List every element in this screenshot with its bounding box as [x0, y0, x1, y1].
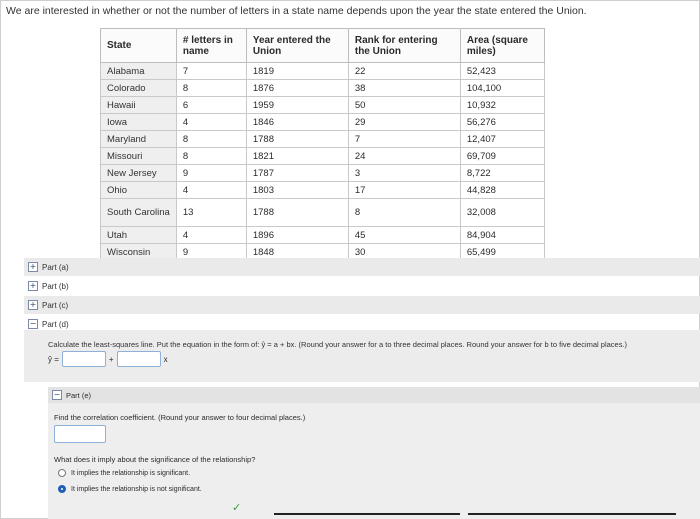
significance-question: What does it imply about the significance of the relationship? [54, 455, 256, 464]
cell-rank: 38 [348, 80, 460, 97]
radio-button[interactable] [58, 485, 66, 493]
cell-state: Alabama [101, 63, 177, 80]
x-variable: x [163, 354, 168, 364]
cell-state: Wisconsin [101, 244, 177, 261]
cell-state: Colorado [101, 80, 177, 97]
cell-year: 1876 [246, 80, 348, 97]
cell-letters: 4 [176, 114, 246, 131]
part-b-header[interactable] [24, 277, 700, 295]
cell-state: Ohio [101, 182, 177, 199]
collapse-icon[interactable]: − [53, 390, 61, 399]
cell-year: 1848 [246, 244, 348, 261]
cell-state: Missouri [101, 148, 177, 165]
cell-letters: 6 [176, 97, 246, 114]
cell-letters: 9 [176, 165, 246, 182]
table-header-row [101, 29, 545, 63]
cell-area: 65,499 [460, 244, 544, 261]
yhat-label: ŷ = [48, 354, 59, 364]
intercept-a-input[interactable] [62, 351, 106, 367]
cell-state: Utah [101, 227, 177, 244]
cell-year: 1896 [246, 227, 348, 244]
table-row [101, 114, 545, 131]
cell-area: 10,932 [460, 97, 544, 114]
cell-state: New Jersey [101, 165, 177, 182]
expand-icon[interactable]: + [29, 300, 37, 309]
table-row [101, 165, 545, 182]
cell-area: 8,722 [460, 165, 544, 182]
cell-state: Iowa [101, 114, 177, 131]
option-label: It implies the relationship is not significant. [71, 485, 202, 493]
collapse-icon[interactable]: − [29, 319, 37, 328]
header-letters: # letters in name [176, 29, 246, 63]
cell-state: Hawaii [101, 97, 177, 114]
cell-letters: 9 [176, 244, 246, 261]
header-year: Year entered the Union [246, 29, 348, 63]
state-data-table [100, 28, 545, 261]
cell-letters: 8 [176, 131, 246, 148]
cell-letters: 4 [176, 182, 246, 199]
part-d-body [24, 330, 700, 382]
option-not-significant[interactable] [58, 485, 202, 493]
table-row [101, 227, 545, 244]
parts-list [24, 258, 700, 334]
cell-year: 1803 [246, 182, 348, 199]
cell-area: 84,904 [460, 227, 544, 244]
correlation-prompt: Find the correlation coefficient. (Round your answer to four decimal places.) [54, 413, 306, 422]
part-e-label: Part (e) [66, 390, 92, 400]
cell-rank: 8 [348, 199, 460, 227]
cell-area: 69,709 [460, 148, 544, 165]
part-b-label: Part (b) [42, 281, 69, 291]
table-row [101, 199, 545, 227]
part-e-header[interactable] [48, 387, 700, 403]
data-table-container [100, 28, 545, 261]
plus-sign: + [108, 354, 114, 364]
part-a-header[interactable] [24, 258, 700, 276]
expand-icon[interactable]: + [29, 262, 37, 271]
cell-year: 1788 [246, 131, 348, 148]
cell-area: 32,008 [460, 199, 544, 227]
table-row [101, 63, 545, 80]
cell-rank: 50 [348, 97, 460, 114]
part-c-header[interactable] [24, 296, 700, 314]
cell-rank: 3 [348, 165, 460, 182]
cell-rank: 7 [348, 131, 460, 148]
cell-rank: 22 [348, 63, 460, 80]
cell-area: 52,423 [460, 63, 544, 80]
cell-year: 1788 [246, 199, 348, 227]
cell-rank: 17 [348, 182, 460, 199]
cell-year: 1959 [246, 97, 348, 114]
cell-letters: 13 [176, 199, 246, 227]
cell-letters: 7 [176, 63, 246, 80]
cell-letters: 8 [176, 148, 246, 165]
cell-state: South Carolina [101, 199, 177, 227]
table-row [101, 148, 545, 165]
problem-intro: We are interested in whether or not the number of letters in a state name depends upon the year the state entered the Union. [6, 5, 587, 17]
cell-area: 44,828 [460, 182, 544, 199]
slope-b-input[interactable] [117, 351, 161, 367]
cell-state: Maryland [101, 131, 177, 148]
table-body [101, 63, 545, 261]
cell-area: 12,407 [460, 131, 544, 148]
table-row [101, 131, 545, 148]
cell-rank: 30 [348, 244, 460, 261]
table-row [101, 97, 545, 114]
cell-area: 56,276 [460, 114, 544, 131]
part-a-label: Part (a) [42, 262, 69, 272]
divider [274, 513, 460, 515]
cell-year: 1819 [246, 63, 348, 80]
part-e-body [48, 403, 700, 519]
cell-year: 1821 [246, 148, 348, 165]
equation-row [48, 352, 168, 366]
divider [468, 513, 676, 515]
option-label: It implies the relationship is significant. [71, 469, 191, 477]
cell-letters: 8 [176, 80, 246, 97]
cell-letters: 4 [176, 227, 246, 244]
header-area: Area (square miles) [460, 29, 544, 63]
cell-year: 1846 [246, 114, 348, 131]
part-c-label: Part (c) [42, 300, 69, 310]
expand-icon[interactable]: + [29, 281, 37, 290]
cell-year: 1787 [246, 165, 348, 182]
table-row [101, 182, 545, 199]
radio-button[interactable] [58, 469, 66, 477]
part-d-label: Part (d) [42, 319, 69, 329]
cell-rank: 29 [348, 114, 460, 131]
option-significant[interactable] [58, 469, 190, 477]
header-state: State [101, 29, 177, 63]
part-d-instruction: Calculate the least-squares line. Put the equation in the form of: ŷ = a + bx. (Round your answer for a to three decimal places. Round your answer for b to five decimal places.) [48, 340, 628, 349]
cell-rank: 45 [348, 227, 460, 244]
header-rank: Rank for entering the Union [348, 29, 460, 63]
correlation-input[interactable] [54, 425, 106, 443]
check-icon: ✓ [232, 501, 242, 514]
table-row [101, 80, 545, 97]
cell-rank: 24 [348, 148, 460, 165]
cell-area: 104,100 [460, 80, 544, 97]
